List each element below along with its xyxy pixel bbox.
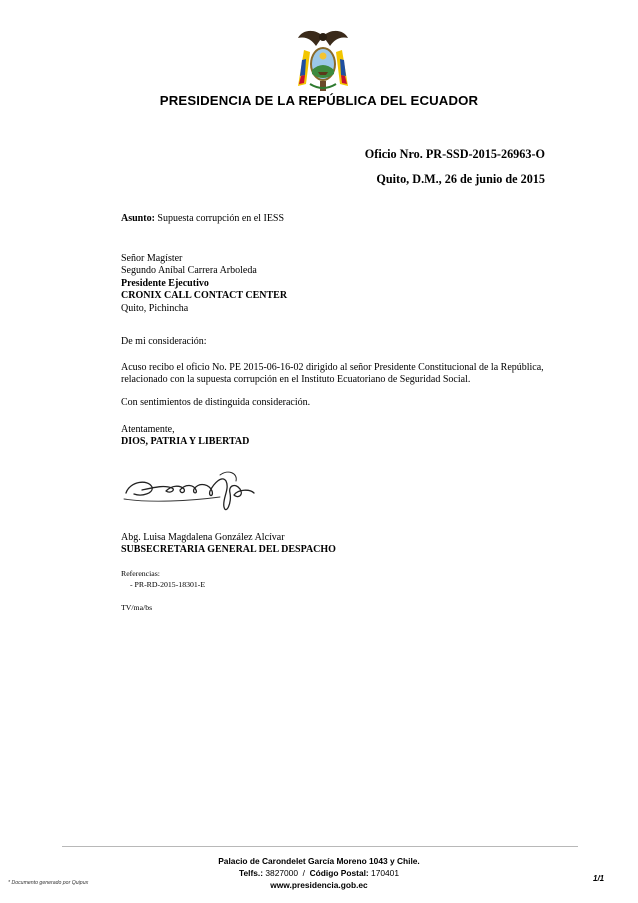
recipient-title: Señor Magíster xyxy=(121,253,183,264)
signer-name: Abg. Luisa Magdalena González Alcívar xyxy=(121,532,285,543)
body-line: Acuso recibo el oficio No. PE 2015-06-16-02 dirigido al señor Presidente Constitucional de la República, xyxy=(121,362,544,373)
recipient-company: CRONIX CALL CONTACT CENTER xyxy=(121,290,288,302)
subject-line xyxy=(121,213,284,225)
generator-note: * Documento generado por Quipux xyxy=(8,880,89,886)
phone-number: 3827000 xyxy=(265,868,298,878)
closing-line: Con sentimientos de distinguida consideración. xyxy=(121,397,311,408)
postal-label: Código Postal: xyxy=(309,868,369,878)
contact-separator: / xyxy=(302,868,305,878)
footer-address: Palacio de Carondelet García Moreno 1043 y Chile. xyxy=(218,856,420,866)
institution-name: PRESIDENCIA DE LA REPÚBLICA DEL ECUADOR xyxy=(159,93,479,108)
body-paragraph xyxy=(121,362,561,387)
ecuador-coat-of-arms-icon xyxy=(296,26,350,94)
initials: TV/ma/bs xyxy=(121,603,153,612)
farewell-block xyxy=(121,424,249,449)
reference-item: - PR-RD-2015-18301-E xyxy=(130,579,206,589)
handwritten-signature xyxy=(120,463,260,521)
footer-contact-line xyxy=(0,867,638,879)
signer-block xyxy=(121,532,336,557)
references-block xyxy=(121,569,205,590)
farewell: Atentamente, xyxy=(121,424,175,435)
place-date: Quito, D.M., 26 de junio de 2015 xyxy=(376,172,545,186)
phone-label: Telfs.: xyxy=(239,868,264,878)
footer-website[interactable]: www.presidencia.gob.ec xyxy=(270,880,368,890)
footer-address-block xyxy=(0,855,638,891)
motto: DIOS, PATRIA Y LIBERTAD xyxy=(121,436,250,448)
recipient-position: Presidente Ejecutivo xyxy=(121,277,209,289)
recipient-location: Quito, Pichincha xyxy=(121,302,189,314)
postal-code: 170401 xyxy=(371,868,399,878)
signer-position: SUBSECRETARIA GENERAL DEL DESPACHO xyxy=(121,544,336,556)
subject-label: Asunto: xyxy=(121,213,155,224)
subject-text: Supuesta corrupción en el IESS xyxy=(157,213,285,224)
recipient-block xyxy=(121,253,287,315)
body-line: relacionado con la supuesta corrupción en el Instituto Ecuatoriano de Seguridad Social. xyxy=(121,374,471,386)
references-label: Referencias: xyxy=(121,569,160,578)
footer-divider xyxy=(62,846,578,847)
greeting: De mi consideración: xyxy=(121,336,207,347)
oficio-number: Oficio Nro. PR-SSD-2015-26963-O xyxy=(364,147,545,161)
page-number: 1/1 xyxy=(593,874,605,883)
recipient-name: Segundo Aníbal Carrera Arboleda xyxy=(121,265,257,277)
